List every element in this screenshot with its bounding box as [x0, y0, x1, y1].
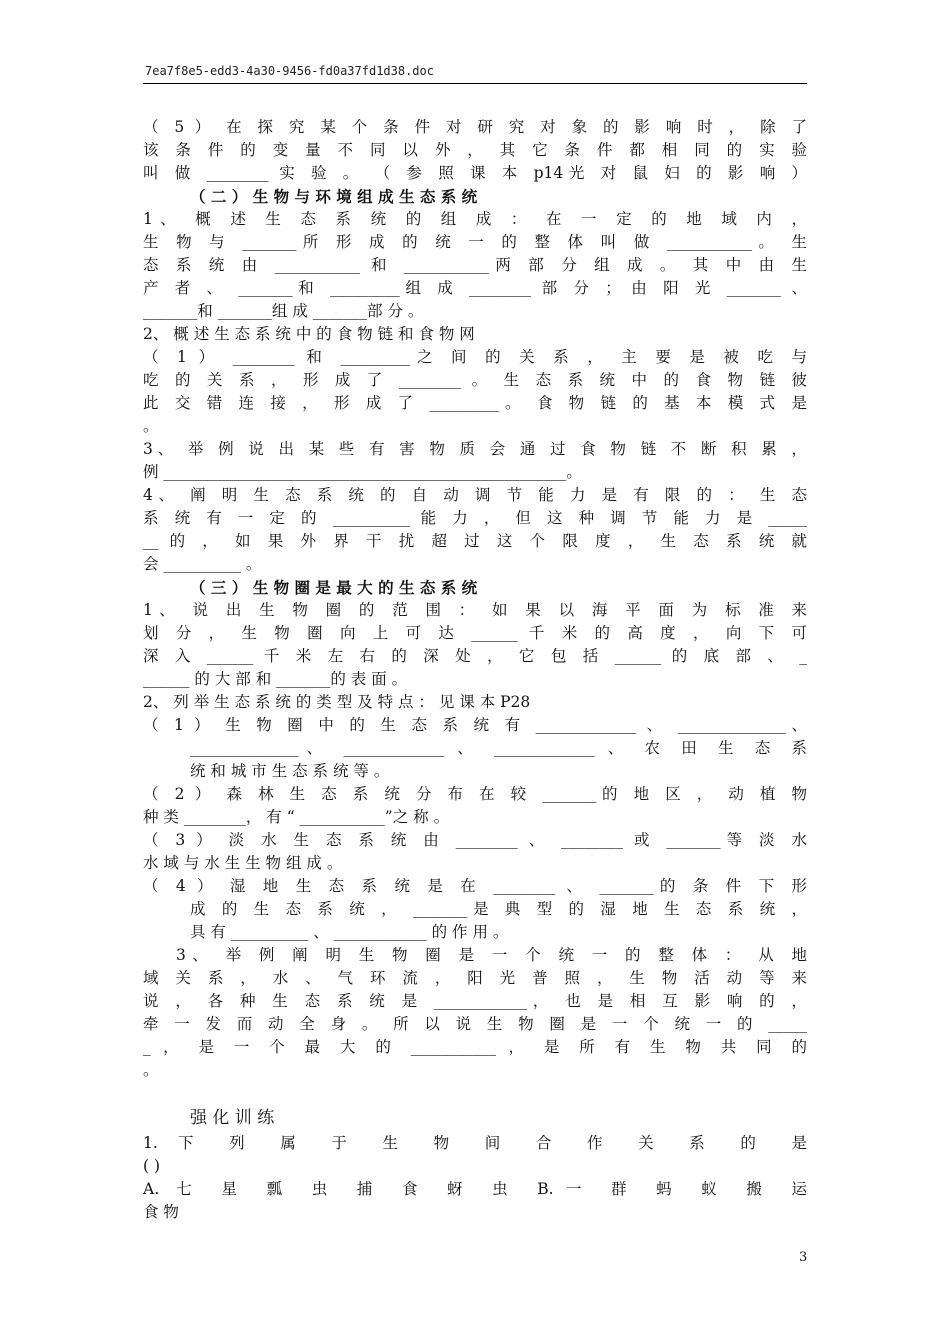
text-line: 3、 举 例 说 出 某 些 有 害 物 质 会 通 过 食 物 链 不 断 积 累 ， — [143, 440, 807, 458]
text-line: 2、 概 述 生 态 系 统 中 的 食 物 链 和 食 物 网 — [143, 325, 475, 343]
text-line: 水 域 与 水 生 生 物 组 成 。 — [143, 854, 343, 872]
document-filename: 7ea7f8e5-edd3-4a30-9456-fd0a37fd1d38.doc — [145, 64, 434, 78]
text-line: （ 2 ） 森 林 生 态 系 统 分 布 在 较 _______的 地 区 ， 动 植 物 — [143, 785, 807, 803]
text-line: （ 5 ） 在 探 究 某 个 条 件 对 研 究 对 象 的 影 响 时 ， 除 了 — [143, 118, 807, 136]
text-line: ( ) — [143, 1157, 161, 1175]
document-body — [143, 116, 807, 1224]
text-line: 例 ____________________________________________________。 — [143, 463, 582, 481]
text-line: 产 者 、 _______和 _________组 成 ________ 部 分 ； 由 阳 光 _______ 、 — [143, 279, 807, 297]
page-number: 3 — [799, 1250, 808, 1265]
main-text — [143, 116, 807, 1082]
text-line: 牵 一 发 而 动 全 身 。 所 以 说 生 物 圈 是 一 个 统 一 的 _____ — [143, 1015, 807, 1033]
text-line: 域 关 系 ， 水 、 气 环 流 ， 阳 光 普 照 ， 生 物 活 动 等 来 — [143, 969, 807, 987]
text-line: 4、 阐 明 生 态 系 统 的 自 动 调 节 能 力 是 有 限 的 ： 生 态 — [143, 486, 807, 504]
text-line: 。 — [143, 1061, 159, 1079]
text-line: （ 4 ） 湿 地 生 态 系 统 是 在 ________ 、 _______的 条 件 下 形 — [143, 877, 807, 895]
text-line: 1. 下 列 属 于 生 物 间 合 作 关 系 的 是 — [143, 1134, 807, 1152]
text-line: 1、 概 述 生 态 系 统 的 组 成 ： 在 一 定 的 地 域 内 ， — [143, 210, 807, 228]
text-line: 系 统 有 一 定 的 __________ 能 力 ， 但 这 种 调 节 能 力 是 _____ — [143, 509, 807, 527]
text-line: 3、 举 例 阐 明 生 物 圈 是 一 个 统 一 的 整 体 ： 从 地 — [176, 946, 807, 964]
text-line: ______________、 _____________ 、 _____________ 、 农 田 生 态 系 — [190, 739, 807, 757]
section-gap — [143, 1082, 807, 1104]
text-line: 深 入 ______ 千 米 左 右 的 深 处 ， 它 包 括 ______ 的 底 部 、 _ — [143, 647, 807, 665]
header-rule — [143, 83, 807, 84]
text-line: 会 __________ 。 — [143, 555, 262, 573]
text-line: 叫 做 ________ 实 验 。 （ 参 照 课 本 p14光 对 鼠 妇 的 影 响 ） — [143, 164, 807, 182]
text-line: 说 ， 各 种 生 态 系 统 是 ____________， 也 是 相 互 影 响 的 ， — [143, 992, 807, 1010]
text-line: 1、 说 出 生 物 圈 的 范 围 ： 如 果 以 海 平 面 为 标 准 来 — [143, 601, 807, 619]
text-line: ______ 的 大 部 和 _______的 表 面 。 — [143, 670, 408, 688]
text-line: 统 和 城 市 生 态 系 统 等 。 — [190, 762, 390, 780]
text-line: _______和 _______组 成 _______部 分 。 — [143, 302, 424, 320]
text-line: __ 的 ， 如 果 外 界 干 扰 超 过 这 个 限 度 ， 生 态 系 统 就 — [143, 532, 807, 550]
text-line: 该 条 件 的 变 量 不 同 以 外 ， 其 它 条 件 都 相 同 的 实 验 — [143, 141, 807, 159]
training-text — [143, 1132, 807, 1224]
text-line: （ 3 ） 淡 水 生 态 系 统 由 ________ 、 ________ 或 _______等 淡 水 — [143, 831, 807, 849]
text-line: （ 1 ） 生 物 圈 中 的 生 态 系 统 有 _____________ 、 ______________、 — [143, 716, 807, 734]
text-line: 生 物 与 _______所 形 成 的 统 一 的 整 体 叫 做 ___________。 生 — [143, 233, 807, 251]
text-line: 此 交 错 连 接 ， 形 成 了 _________。 食 物 链 的 基 本 模 式 是 — [143, 394, 807, 412]
training-title: 强 化 训 练 — [190, 1108, 275, 1128]
text-line: 2、 列 举 生 态 系 统 的 类 型 及 特 点 ： 见 课 本 P28 — [143, 693, 531, 711]
text-line: 态 系 统 由 ___________ 和 ___________两 部 分 组 成 。 其 中 由 生 — [143, 256, 807, 274]
text-line: （ 1 ） ________ 和 _________之 间 的 关 系 ， 主 要 是 被 吃 与 — [143, 348, 807, 366]
text-line: 吃 的 关 系 ， 形 成 了 ________ 。 生 态 系 统 中 的 食 物 链 彼 — [143, 371, 807, 389]
text-line: 食 物 — [143, 1203, 179, 1221]
text-line: 划 分 ， 生 物 圈 向 上 可 达 ______ 千 米 的 高 度 ， 向 下 可 — [143, 624, 807, 642]
text-line: 种 类 ________， 有 “ ___________”之 称 。 — [143, 808, 450, 826]
text-line: 具 有 __________ 、 ____________ 的 作 用 。 — [190, 923, 509, 941]
text-line: 成 的 生 态 系 统 ， _______是 典 型 的 湿 地 生 态 系 统 ， — [190, 900, 807, 918]
text-line: 。 — [143, 417, 159, 435]
text-line: （ 二 ） 生 物 与 环 境 组 成 生 态 系 统 — [190, 187, 478, 206]
text-line: _ ， 是 一 个 最 大 的 ___________ ， 是 所 有 生 物 共 同 的 — [143, 1038, 807, 1056]
text-line: A. 七 星 瓢 虫 捕 食 蚜 虫 B.一 群 蚂 蚁 搬 运 — [143, 1180, 807, 1198]
text-line: （ 三 ） 生 物 圈 是 最 大 的 生 态 系 统 — [190, 578, 478, 597]
